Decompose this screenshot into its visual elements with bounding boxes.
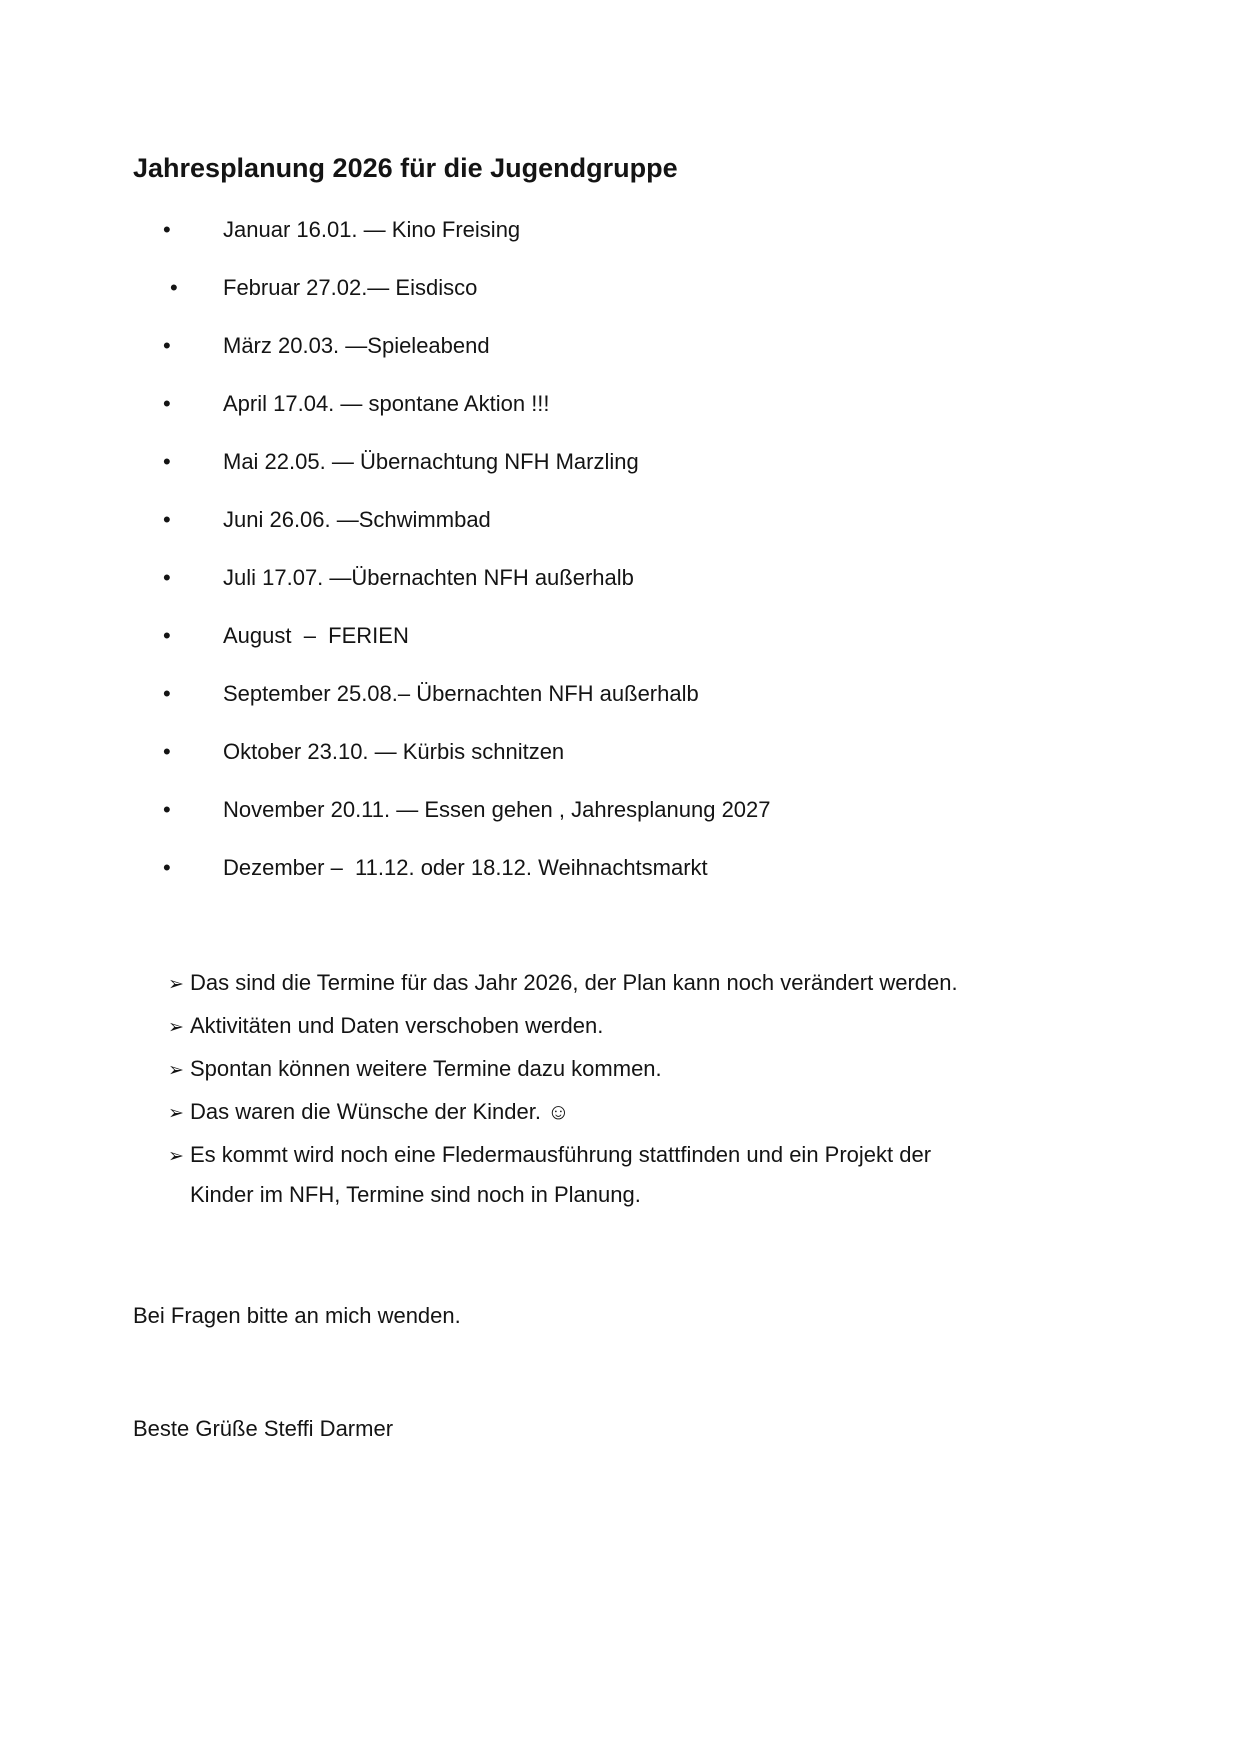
list-item bbox=[133, 549, 1150, 607]
list-item bbox=[133, 317, 1150, 375]
list-item bbox=[133, 963, 1150, 1004]
bullet-icon: • bbox=[163, 217, 171, 242]
note-text: Aktivitäten und Daten verschoben werden. bbox=[190, 1013, 604, 1038]
month-entry-text: November 20.11. — Essen gehen , Jahresplanung 2027 bbox=[223, 797, 771, 822]
month-entry-text: Dezember – 11.12. oder 18.12. Weihnachtsmarkt bbox=[223, 855, 708, 880]
list-item bbox=[133, 1092, 1150, 1133]
list-item bbox=[133, 259, 1150, 317]
month-entry-text: Januar 16.01. — Kino Freising bbox=[223, 217, 521, 242]
bullet-icon: • bbox=[170, 275, 178, 300]
month-entry-text: September 25.08.– Übernachten NFH außerhalb bbox=[223, 681, 699, 706]
arrow-bullet-icon: ➢ bbox=[168, 973, 184, 995]
arrow-bullet-icon: ➢ bbox=[168, 1145, 184, 1167]
list-item bbox=[133, 665, 1150, 723]
month-entry-text: Oktober 23.10. — Kürbis schnitzen bbox=[223, 739, 565, 764]
page-title: Jahresplanung 2026 für die Jugendgruppe bbox=[133, 153, 678, 183]
list-item bbox=[133, 781, 1150, 839]
month-entry-text: Mai 22.05. — Übernachtung NFH Marzling bbox=[223, 449, 639, 474]
bullet-icon: • bbox=[163, 739, 171, 764]
note-text: Das sind die Termine für das Jahr 2026, der Plan kann noch verändert werden. bbox=[190, 970, 958, 995]
month-entry-text: Juni 26.06. —Schwimmbad bbox=[223, 507, 491, 532]
note-text: Spontan können weitere Termine dazu kommen. bbox=[190, 1056, 662, 1081]
notes-list bbox=[133, 963, 1150, 1215]
list-item bbox=[133, 1006, 1150, 1047]
bullet-icon: • bbox=[163, 681, 171, 706]
note-text: Es kommt wird noch eine Fledermausführung stattfinden und ein Projekt der Kinder im NFH, Termine sind noch in Planung. bbox=[190, 1142, 938, 1207]
arrow-bullet-icon: ➢ bbox=[168, 1059, 184, 1081]
list-item bbox=[133, 607, 1150, 665]
month-entry-text: Februar 27.02.— Eisdisco bbox=[223, 275, 478, 300]
month-entry-text: April 17.04. — spontane Aktion !!! bbox=[223, 391, 550, 416]
arrow-bullet-icon: ➢ bbox=[168, 1016, 184, 1038]
month-entry-text: August – FERIEN bbox=[223, 623, 409, 648]
signature-line: Beste Grüße Steffi Darmer bbox=[133, 1416, 394, 1441]
month-entry-text: Juli 17.07. —Übernachten NFH außerhalb bbox=[223, 565, 634, 590]
bullet-icon: • bbox=[163, 797, 171, 822]
bullet-icon: • bbox=[163, 855, 171, 880]
list-item bbox=[133, 491, 1150, 549]
bullet-icon: • bbox=[163, 565, 171, 590]
closing-line: Bei Fragen bitte an mich wenden. bbox=[133, 1303, 461, 1328]
bullet-icon: • bbox=[163, 623, 171, 648]
bullet-icon: • bbox=[163, 449, 171, 474]
list-item bbox=[133, 723, 1150, 781]
list-item bbox=[133, 1135, 1150, 1215]
list-item bbox=[133, 1049, 1150, 1090]
arrow-bullet-icon: ➢ bbox=[168, 1102, 184, 1124]
month-list bbox=[133, 201, 1150, 897]
list-item bbox=[133, 375, 1150, 433]
list-item bbox=[133, 839, 1150, 897]
list-item bbox=[133, 201, 1150, 259]
bullet-icon: • bbox=[163, 391, 171, 416]
month-entry-text: März 20.03. —Spieleabend bbox=[223, 333, 490, 358]
bullet-icon: • bbox=[163, 507, 171, 532]
note-text: Das waren die Wünsche der Kinder. ☺ bbox=[190, 1099, 570, 1124]
bullet-icon: • bbox=[163, 333, 171, 358]
list-item bbox=[133, 433, 1150, 491]
